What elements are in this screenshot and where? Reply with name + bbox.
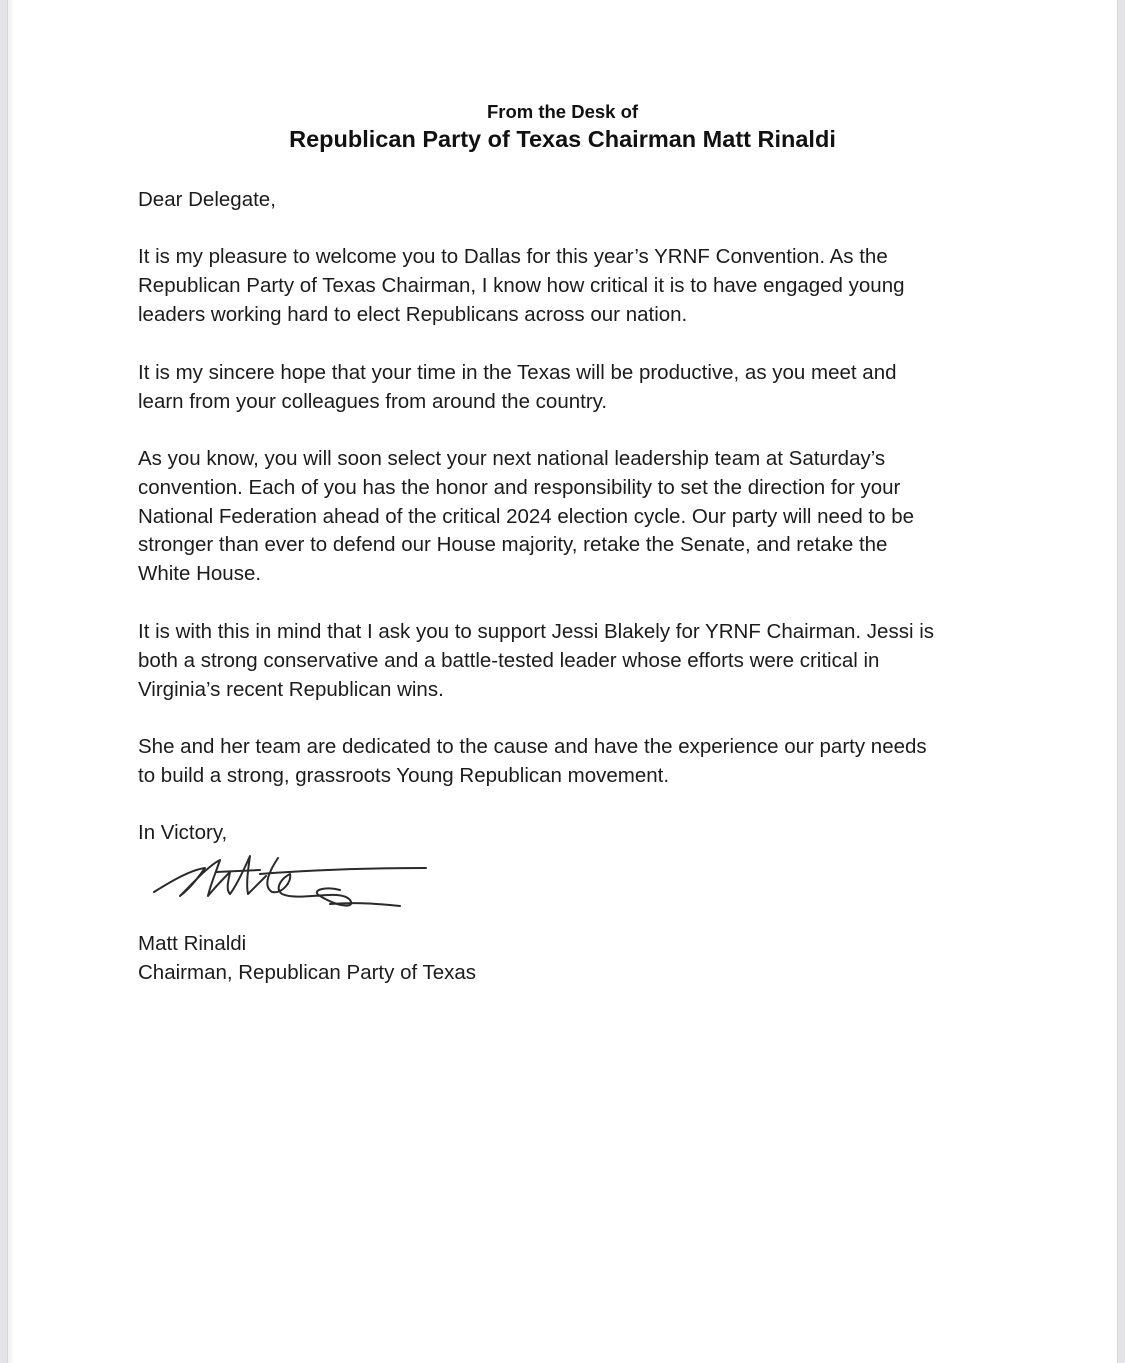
paragraph-line: Virginia’s recent Republican wins. (138, 678, 444, 701)
paragraph-line: National Federation ahead of the critical 2024 election cycle. Our party will need to be (138, 505, 915, 528)
signature-icon (150, 852, 430, 912)
signer-name: Matt Rinaldi (138, 932, 247, 955)
paragraph-line: both a strong conservative and a battle-tested leader whose efforts were critical in (138, 649, 880, 672)
paragraph-line: learn from your colleagues from around the country. (138, 390, 608, 413)
salutation: Dear Delegate, (138, 188, 276, 211)
page-edge-left-inner (8, 0, 12, 1363)
paragraph-line: to build a strong, grassroots Young Republican movement. (138, 764, 670, 787)
paragraph-line: It is my sincere hope that your time in the Texas will be productive, as you meet and (138, 361, 897, 384)
paragraph-line: Republican Party of Texas Chairman, I know how critical it is to have engaged young (138, 274, 905, 297)
page-edge-left (0, 0, 8, 1363)
paragraph-line: convention. Each of you has the honor and responsibility to set the direction for your (138, 476, 901, 499)
paragraph-line: stronger than ever to defend our House majority, retake the Senate, and retake the (138, 533, 888, 556)
letterhead-title: Republican Party of Texas Chairman Matt Rinaldi (289, 126, 836, 152)
paragraph-line: She and her team are dedicated to the cause and have the experience our party needs (138, 735, 927, 758)
paragraph-line: leaders working hard to elect Republicans across our nation. (138, 303, 688, 326)
letterhead-subtitle: From the Desk of (486, 101, 639, 122)
signer-title: Chairman, Republican Party of Texas (138, 961, 477, 984)
page-edge-right (1117, 0, 1125, 1363)
paragraph-line: It is my pleasure to welcome you to Dallas for this year’s YRNF Convention. As the (138, 245, 888, 268)
closing: In Victory, (138, 821, 228, 844)
paragraph-line: It is with this in mind that I ask you to support Jessi Blakely for YRNF Chairman. Jessi is (138, 620, 934, 643)
paragraph-line: White House. (138, 562, 262, 585)
paragraph-line: As you know, you will soon select your next national leadership team at Saturday’s (138, 447, 886, 470)
